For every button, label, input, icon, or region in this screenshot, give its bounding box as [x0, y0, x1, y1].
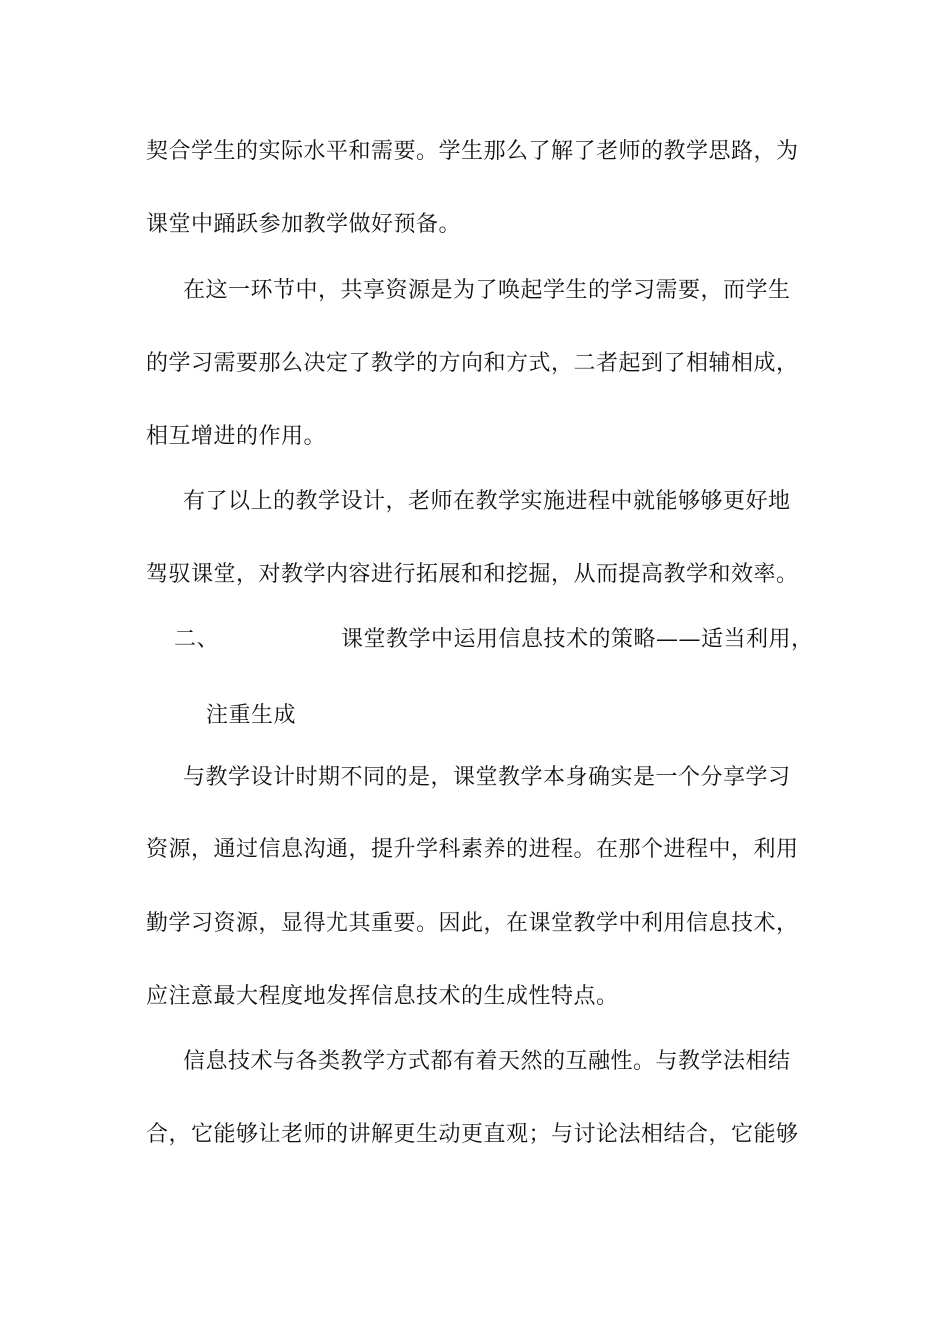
text-line: 应注意最大程度地发挥信息技术的生成性特点。	[146, 984, 619, 1009]
text-line: 课堂中踊跃参加教学做好预备。	[146, 212, 462, 237]
text-line: 与教学设计时期不同的是，课堂教学本身确实是一个分享学习	[183, 765, 791, 790]
section-heading-continuation: 注重生成	[206, 703, 297, 728]
text-line: 的学习需要那么决定了教学的方向和方式，二者起到了相辅相成，	[146, 351, 799, 376]
text-line: 合，它能够让老师的讲解更生动更直观；与讨论法相结合，它能够	[146, 1122, 799, 1147]
text-line: 相互增进的作用。	[146, 424, 327, 449]
section-heading: 课堂教学中运用信息技术的策略——适当利用，	[341, 627, 814, 652]
text-line: 有了以上的教学设计，老师在教学实施进程中就能够够更好地	[183, 489, 791, 514]
text-line: 驾驭课堂，对教学内容进行拓展和和挖掘，从而提高教学和效率。	[146, 562, 799, 587]
text-line: 勤学习资源，显得尤其重要。因此，在课堂教学中利用信息技术，	[146, 911, 799, 936]
text-line: 信息技术与各类教学方式都有着天然的互融性。与教学法相结	[183, 1049, 791, 1074]
text-line: 在这一环节中，共享资源是为了唤起学生的学习需要，而学生	[183, 278, 791, 303]
text-line: 资源，通过信息沟通，提升学科素养的进程。在那个进程中，利用	[146, 837, 799, 862]
section-heading-number: 二、	[174, 627, 220, 652]
text-line: 契合学生的实际水平和需要。学生那么了解了老师的教学思路，为	[146, 139, 799, 164]
